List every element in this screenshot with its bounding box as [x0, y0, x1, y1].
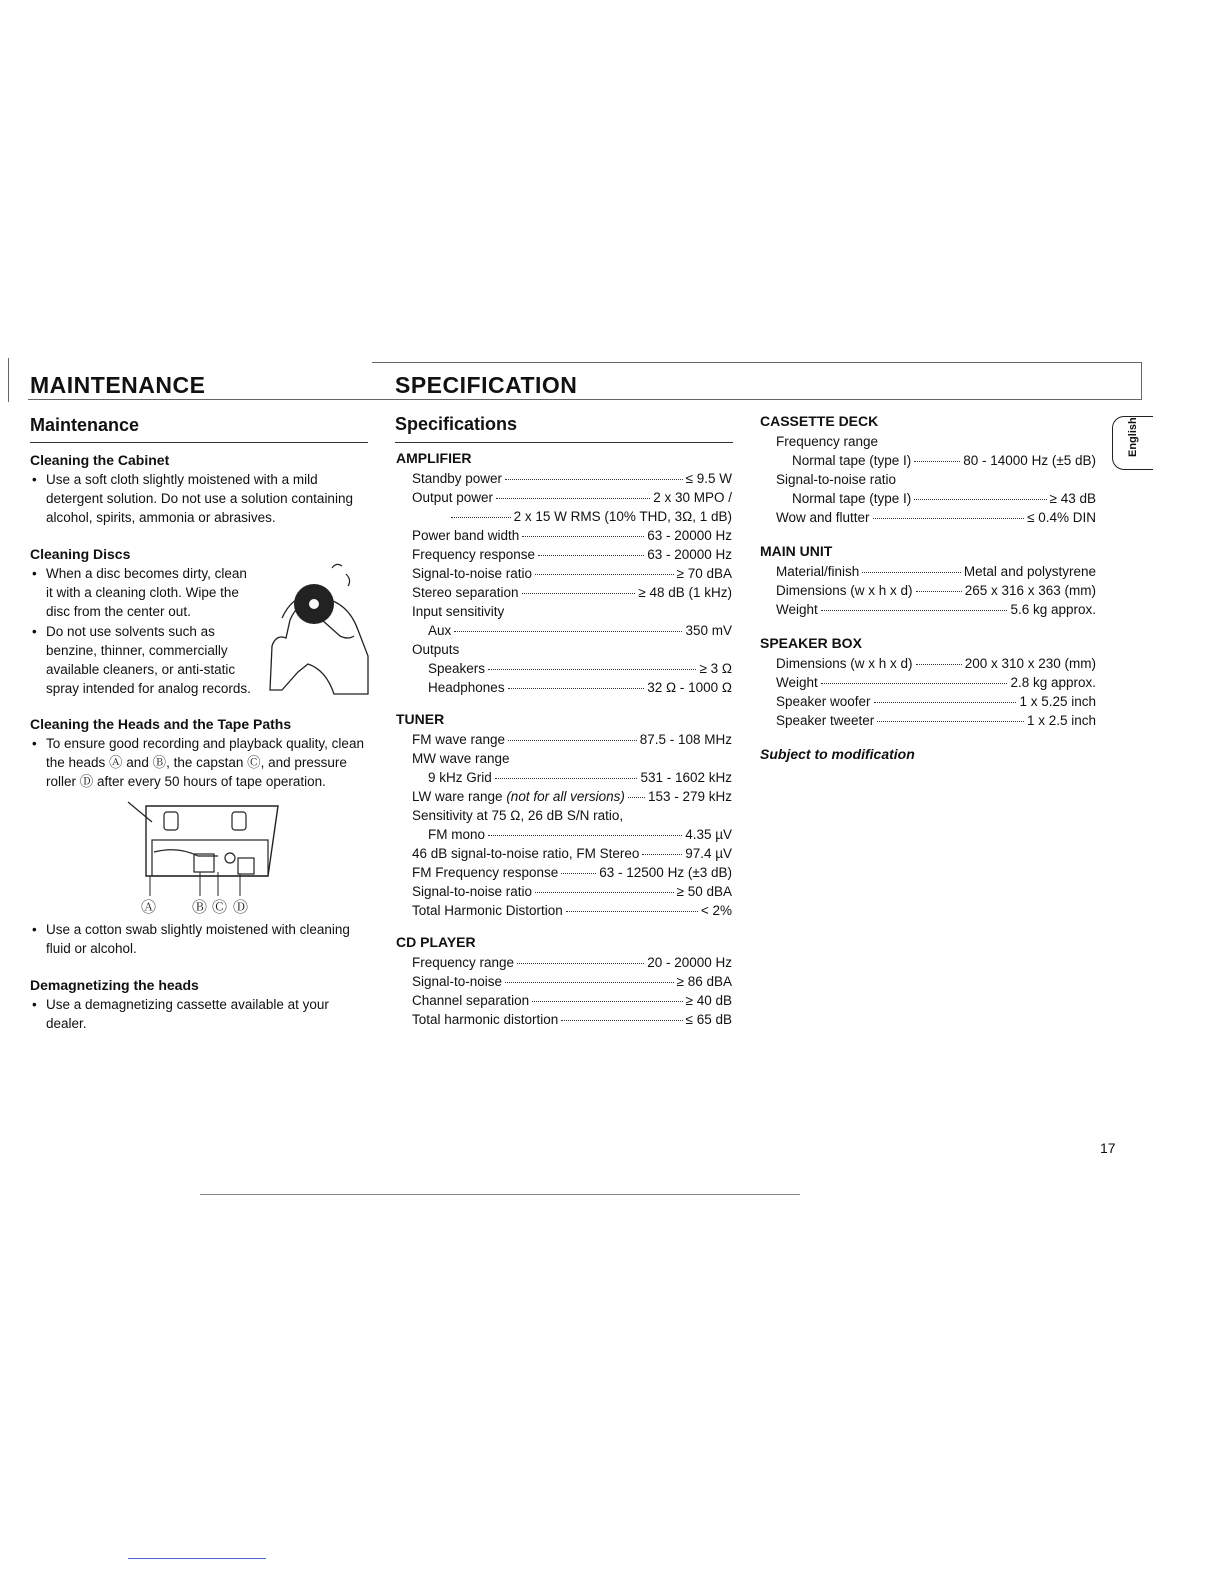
header-top-rule: [372, 362, 1142, 363]
spec-9khz-grid: 9 kHz Grid 531 - 1602 kHz: [428, 770, 732, 785]
spec-main-weight: Weight 5.6 kg approx.: [776, 602, 1096, 617]
demag-title: Demagnetizing the heads: [30, 977, 199, 993]
head-label-c: Ⓒ: [212, 899, 228, 916]
amplifier-title: AMPLIFIER: [396, 450, 472, 466]
spec-cassette-snr: Signal-to-noise ratio: [776, 472, 897, 487]
specification-title: SPECIFICATION: [395, 372, 578, 398]
spec-main-dimensions: Dimensions (w x h x d) 265 x 316 x 363 (mm): [776, 583, 1096, 598]
spec-stereo-separation: Stereo separation ≥ 48 dB (1 kHz): [412, 585, 732, 600]
spec-fm-mono: FM mono 4.35 µV: [428, 827, 732, 842]
spec-speaker-dimensions: Dimensions (w x h x d) 200 x 310 x 230 (mm): [776, 656, 1096, 671]
disc-cleaning-illustration: [262, 560, 370, 698]
spec-input-sensitivity: Input sensitivity: [412, 604, 505, 619]
cabinet-title: Cleaning the Cabinet: [30, 452, 170, 468]
spec-output-power: Output power 2 x 30 MPO /: [412, 490, 732, 505]
speaker-box-title: SPEAKER BOX: [760, 635, 862, 651]
discs-bullet-2: • Do not use solvents such as benzine, thinner, commercially available cleaners, or anti-static spray intended for analog records.: [30, 622, 256, 698]
head-label-a: Ⓐ: [141, 899, 157, 916]
spec-speakers: Speakers ≥ 3 Ω: [428, 661, 732, 676]
maintenance-title: MAINTENANCE: [30, 372, 206, 398]
heads-bullet-1: • To ensure good recording and playback quality, clean the heads Ⓐ and Ⓑ, the capstan Ⓒ, and pressure roller Ⓓ after every 50 hours of tape operation.: [30, 734, 366, 791]
spec-cassette-normal-tape-snr: Normal tape (type I) ≥ 43 dB: [792, 491, 1096, 506]
heads-bullet-2: • Use a cotton swab slightly moistened with cleaning fluid or alcohol.: [30, 920, 366, 958]
spec-cd-snr: Signal-to-noise ≥ 86 dBA: [412, 974, 732, 989]
bottom-scan-rule: [200, 1194, 800, 1195]
spec-frequency-response: Frequency response 63 - 20000 Hz: [412, 547, 732, 562]
spec-mw-range: MW wave range: [412, 751, 510, 766]
spec-tuner-thd: Total Harmonic Distortion < 2%: [412, 903, 732, 918]
demag-bullet-1: • Use a demagnetizing cassette available at your dealer.: [30, 995, 370, 1033]
bottom-blue-rule: [128, 1558, 266, 1559]
spec-cassette-freq-range: Frequency range: [776, 434, 879, 449]
header-bottom-rule: [28, 399, 1142, 400]
language-tab-label: English: [1127, 417, 1139, 457]
spec-amp-snr: Signal-to-noise ratio ≥ 70 dBA: [412, 566, 732, 581]
spec-power-band-width: Power band width 63 - 20000 Hz: [412, 528, 732, 543]
spec-fm-freq-response: FM Frequency response 63 - 12500 Hz (±3 dB): [412, 865, 732, 880]
page-number: 17: [1100, 1140, 1116, 1156]
heads-title: Cleaning the Heads and the Tape Paths: [30, 716, 292, 732]
discs-bullet-1: • When a disc becomes dirty, clean it with a cleaning cloth. Wipe the disc from the center out.: [30, 564, 256, 621]
specifications-heading: Specifications: [395, 414, 518, 434]
spec-cd-freq-range: Frequency range 20 - 20000 Hz: [412, 955, 732, 970]
discs-title: Cleaning Discs: [30, 546, 131, 562]
spec-output-power-rms: 2 x 15 W RMS (10% THD, 3Ω, 1 dB): [412, 507, 732, 526]
cabinet-text: • Use a soft cloth slightly moistened with a mild detergent solution. Do not use a solution containing alcohol, spirits, ammonia or abrasives.: [30, 470, 366, 527]
language-tab: [1112, 416, 1153, 470]
spec-speaker-woofer: Speaker woofer 1 x 5.25 inch: [776, 694, 1096, 709]
spec-wow-flutter: Wow and flutter ≤ 0.4% DIN: [776, 510, 1096, 525]
head-label-d: Ⓓ: [233, 899, 249, 916]
spec-cd-thd: Total harmonic distortion ≤ 65 dB: [412, 1012, 732, 1027]
spec-standby-power: Standby power ≤ 9.5 W: [412, 471, 732, 486]
spec-outputs: Outputs: [412, 642, 460, 657]
spec-material: Material/finish Metal and polystyrene: [776, 564, 1096, 579]
spec-speaker-tweeter: Speaker tweeter 1 x 2.5 inch: [776, 713, 1096, 728]
specifications-heading-rule: [395, 442, 733, 443]
spec-headphones: Headphones 32 Ω - 1000 Ω: [428, 680, 732, 695]
head-label-b: Ⓑ: [192, 899, 208, 916]
header-right-bracket: [1141, 362, 1142, 400]
spec-speaker-weight: Weight 2.8 kg approx.: [776, 675, 1096, 690]
spec-lw-range: LW ware range (not for all versions) 153 - 279 kHz: [412, 789, 732, 804]
maintenance-heading-rule: [30, 442, 368, 443]
spec-sensitivity: Sensitivity at 75 Ω, 26 dB S/N ratio,: [412, 808, 624, 823]
cassette-title: CASSETTE DECK: [760, 413, 879, 429]
spec-cd-channel-sep: Channel separation ≥ 40 dB: [412, 993, 732, 1008]
spec-tuner-snr: Signal-to-noise ratio ≥ 50 dBA: [412, 884, 732, 899]
spec-cassette-normal-tape-fr: Normal tape (type I) 80 - 14000 Hz (±5 dB): [792, 453, 1096, 468]
main-unit-title: MAIN UNIT: [760, 543, 833, 559]
cd-title: CD PLAYER: [396, 934, 476, 950]
header-left-mark: [8, 358, 9, 402]
spec-fm-stereo: 46 dB signal-to-noise ratio, FM Stereo 97.4 µV: [412, 846, 732, 861]
maintenance-heading: Maintenance: [30, 415, 140, 435]
tuner-title: TUNER: [396, 711, 445, 727]
subject-to-modification: Subject to modification: [760, 746, 915, 762]
spec-aux: Aux 350 mV: [428, 623, 732, 638]
spec-fm-range: FM wave range 87.5 - 108 MHz: [412, 732, 732, 747]
